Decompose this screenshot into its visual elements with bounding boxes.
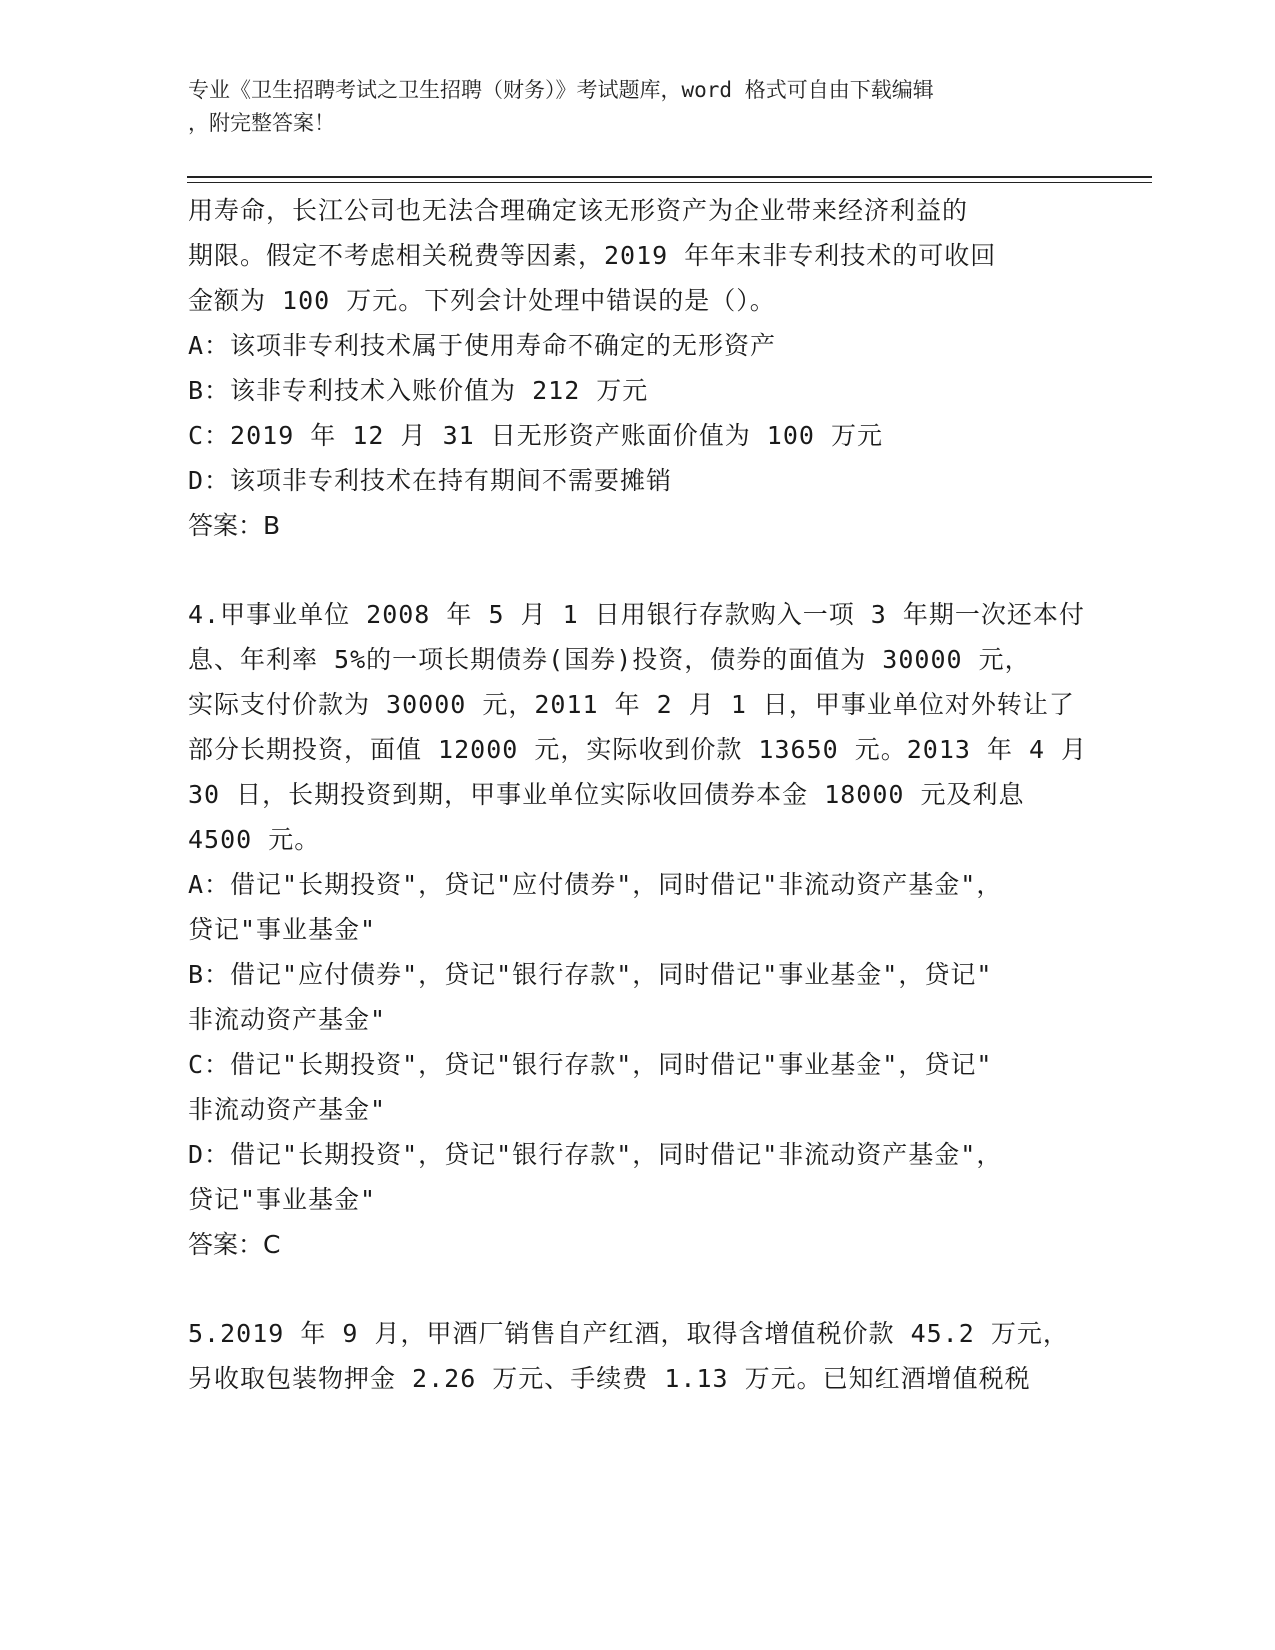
option-d: D：该项非专利技术在持有期间不需要摊销 [188, 466, 673, 495]
spacer [188, 548, 1088, 592]
option-a: A：借记"长期投资"，贷记"应付债券"，同时借记"非流动资产基金"， [188, 870, 1003, 899]
question-stem-line: 4.甲事业单位 2008 年 5 月 1 日用银行存款购入一项 3 年期一次还本付 [188, 600, 1085, 629]
document-body [188, 188, 1088, 1401]
header-rule-thick [187, 176, 1152, 178]
header-rule-thin [187, 182, 1152, 183]
option-c: C：借记"长期投资"，贷记"银行存款"，同时借记"事业基金"，贷记" [188, 1050, 993, 1079]
question-stem-line: 4500 元。 [188, 825, 321, 854]
option-c-cont: 非流动资产基金" [188, 1095, 387, 1124]
option-b-cont: 非流动资产基金" [188, 1005, 387, 1034]
question-stem-line: 30 日，长期投资到期，甲事业单位实际收回债券本金 18000 元及利息 [188, 780, 1025, 809]
question-stem-line: 部分长期投资，面值 12000 元，实际收到价款 13650 元。2013 年 4 月 [188, 735, 1088, 764]
question-stem-line: 金额为 100 万元。下列会计处理中错误的是（）。 [188, 286, 776, 315]
answer-line: 答案：C [188, 1230, 281, 1259]
question-3 [188, 188, 1088, 548]
option-a-cont: 贷记"事业基金" [188, 915, 377, 944]
question-stem-line: 息、年利率 5%的一项长期债券(国券)投资，债券的面值为 30000 元， [188, 645, 1031, 674]
option-c: C：2019 年 12 月 31 日无形资产账面价值为 100 万元 [188, 421, 883, 450]
option-b: B：该非专利技术入账价值为 212 万元 [188, 376, 649, 405]
question-5 [188, 1311, 1088, 1401]
question-stem-line: 期限。假定不考虑相关税费等因素，2019 年年末非专利技术的可收回 [188, 241, 997, 270]
question-stem-line: 用寿命，长江公司也无法合理确定该无形资产为企业带来经济利益的 [188, 196, 969, 225]
answer-line: 答案：B [188, 511, 281, 540]
option-a: A：该项非专利技术属于使用寿命不确定的无形资产 [188, 331, 777, 360]
header-line-2: ，附完整答案！ [188, 111, 335, 135]
question-stem-line: 另收取包装物押金 2.26 万元、手续费 1.13 万元。已知红酒增值税税 [188, 1364, 1031, 1393]
question-stem-line: 实际支付价款为 30000 元，2011 年 2 月 1 日，甲事业单位对外转让了 [188, 690, 1075, 719]
page-header [188, 74, 1068, 140]
header-line-1: 专业《卫生招聘考试之卫生招聘（财务）》考试题库，word 格式可自由下载编辑 [188, 78, 934, 102]
question-stem-line: 5.2019 年 9 月，甲酒厂销售自产红酒，取得含增值税价款 45.2 万元， [188, 1319, 1069, 1348]
option-d-cont: 贷记"事业基金" [188, 1185, 377, 1214]
option-b: B：借记"应付债券"，贷记"银行存款"，同时借记"事业基金"，贷记" [188, 960, 993, 989]
question-4 [188, 592, 1088, 1267]
option-d: D：借记"长期投资"，贷记"银行存款"，同时借记"非流动资产基金"， [188, 1140, 1003, 1169]
spacer [188, 1267, 1088, 1311]
